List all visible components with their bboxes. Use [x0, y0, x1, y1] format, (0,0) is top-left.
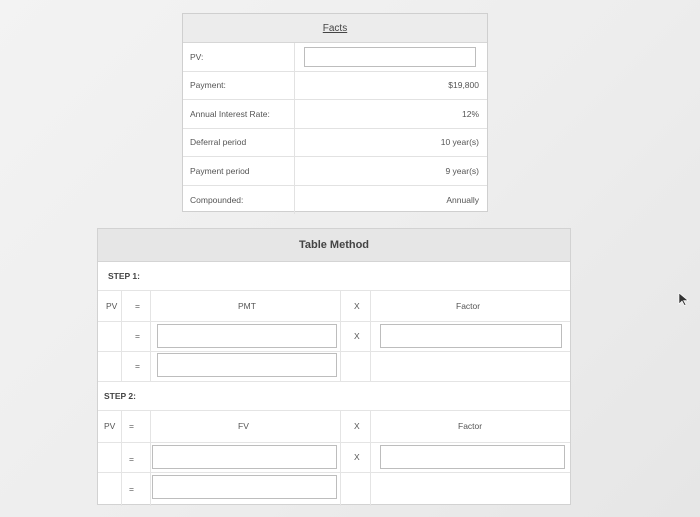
facts-value: $19,800: [448, 80, 479, 91]
step2-factor-label: Factor: [458, 421, 483, 431]
step2-equals: =: [129, 484, 134, 494]
step2-pv-label: PV: [104, 421, 116, 431]
facts-row-payment: [183, 72, 487, 101]
facts-label: PV:: [183, 43, 295, 71]
facts-label: Deferral period: [183, 129, 295, 157]
facts-row-pv: [183, 43, 487, 72]
step1-pmt-label: PMT: [238, 301, 256, 311]
facts-label: Compounded:: [183, 186, 295, 215]
step1-factor-label: Factor: [456, 301, 481, 311]
step2-label: STEP 2:: [104, 391, 136, 401]
pv-input[interactable]: [304, 47, 476, 67]
step1-result-input[interactable]: [157, 353, 337, 377]
facts-label: Annual Interest Rate:: [183, 100, 295, 128]
mouse-cursor-icon: [678, 292, 690, 306]
table-method-title: Table Method: [98, 229, 570, 262]
step1-equals: =: [135, 361, 140, 371]
step2-factor-input[interactable]: [380, 445, 565, 469]
step2-equals: =: [129, 454, 134, 464]
step1-equals: =: [135, 301, 140, 311]
step1-factor-input[interactable]: [380, 324, 562, 348]
facts-value: 12%: [461, 108, 479, 119]
step1-equals: =: [135, 331, 140, 341]
facts-label: Payment period: [183, 157, 295, 185]
step2-result-input[interactable]: [152, 475, 337, 499]
facts-value: Annually: [446, 194, 479, 205]
facts-row-deferral: [183, 129, 487, 158]
step2-times: X: [354, 421, 360, 431]
facts-value: 10 year(s): [440, 137, 479, 148]
step2-fv-label: FV: [238, 421, 249, 431]
facts-row-compounded: [183, 186, 487, 215]
facts-table: [182, 13, 488, 212]
step1-times: X: [354, 331, 360, 341]
step1-pv-label: PV: [106, 301, 118, 311]
step1-label: STEP 1:: [108, 271, 140, 281]
facts-value: 9 year(s): [445, 165, 479, 176]
table-method-panel: [97, 228, 571, 505]
step2-equals: =: [129, 421, 134, 431]
facts-row-payment-period: [183, 157, 487, 186]
facts-label: Payment:: [183, 72, 295, 100]
step1-pmt-input[interactable]: [157, 324, 337, 348]
step1-times: X: [354, 301, 360, 311]
facts-row-rate: [183, 100, 487, 129]
facts-title: Facts: [183, 14, 487, 43]
step2-times: X: [354, 452, 360, 462]
step2-fv-input[interactable]: [152, 445, 337, 469]
